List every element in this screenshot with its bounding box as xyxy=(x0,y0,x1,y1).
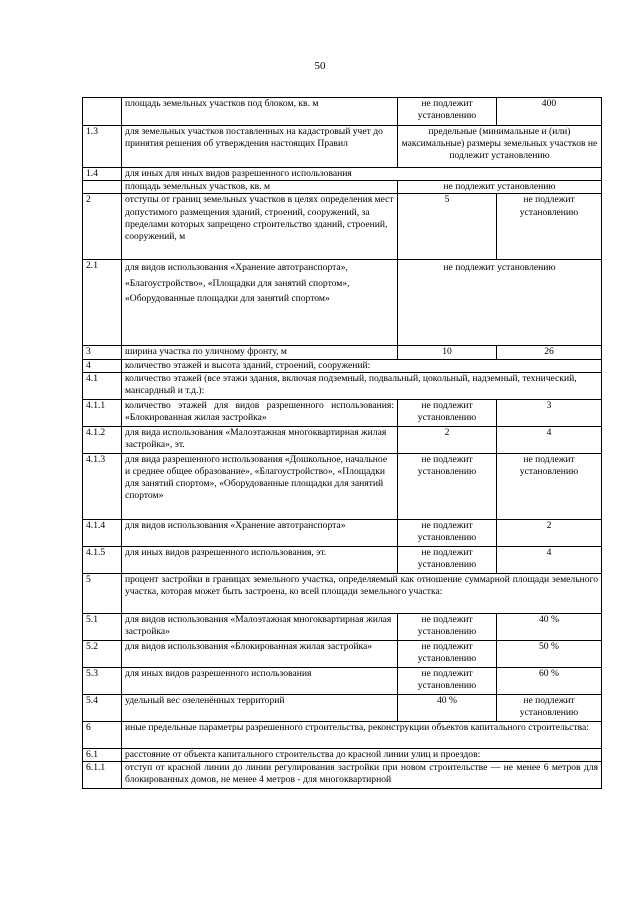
row-value-2: 4 xyxy=(497,546,602,573)
row-value-2: 60 % xyxy=(497,667,602,694)
row-value-merged: не подлежит установлению xyxy=(398,260,602,346)
table-row xyxy=(83,260,602,346)
row-value-2: 2 xyxy=(497,519,602,546)
row-parameter: количество этажей и высота зданий, строений, сооружений: xyxy=(122,359,602,372)
table-row xyxy=(83,194,602,260)
table-row xyxy=(83,426,602,453)
table-row xyxy=(83,168,602,181)
row-parameter: отступы от границ земельных участков в целях определения мест допустимого размещения зданий, строений, сооружений, за пределами которых запрещено строительство зданий, строений, сооружений, м xyxy=(122,194,398,260)
table-row xyxy=(83,453,602,519)
row-value-1: не подлежит установлению xyxy=(398,667,497,694)
table-row xyxy=(83,372,602,399)
row-parameter: процент застройки в границах земельного участка, определяемый как отношение суммарной площади земельного участка, которая может быть застроена, ко всей площади земельного участка: xyxy=(122,573,602,613)
row-parameter: отступ от красной линии до линии регулирования застройки при новом строительстве — не менее 6 метров для блокированных домов, не менее 4 метров - для многоквартирной xyxy=(122,762,602,789)
row-value-2: 3 xyxy=(497,399,602,426)
row-value-1: не подлежит установлению xyxy=(398,640,497,667)
row-parameter: для иных видов разрешенного использования xyxy=(122,667,398,694)
row-number: 4.1.2 xyxy=(83,426,122,453)
row-value-1: не подлежит установлению xyxy=(398,519,497,546)
row-number: 4.1.1 xyxy=(83,399,122,426)
row-value-1: не подлежит установлению xyxy=(398,546,497,573)
table-row xyxy=(83,721,602,748)
row-number: 2.1 xyxy=(83,260,122,346)
row-parameter: количество этажей (все этажи здания, включая подземный, подвальный, цокольный, надземный, технический, мансардный и т.д.): xyxy=(122,372,602,399)
row-number: 2 xyxy=(83,194,122,260)
row-value-1: не подлежит установлению xyxy=(398,98,497,126)
row-number: 6.1 xyxy=(83,748,122,761)
row-value-1: 5 xyxy=(398,194,497,260)
table-row xyxy=(83,346,602,359)
table-row xyxy=(83,640,602,667)
row-number: 4.1.3 xyxy=(83,453,122,519)
row-value-2: 50 % xyxy=(497,640,602,667)
row-value-2: не подлежит установлению xyxy=(497,453,602,519)
row-number: 5.2 xyxy=(83,640,122,667)
row-value-merged: не подлежит установлению xyxy=(398,181,602,194)
table-row xyxy=(83,359,602,372)
row-value-2: 4 xyxy=(497,426,602,453)
row-parameter: для видов использования «Хранение автотранспорта» xyxy=(122,519,398,546)
row-parameter: иные предельные параметры разрешенного строительства, реконструкции объектов капитального строительства: xyxy=(122,721,602,748)
row-number: 6 xyxy=(83,721,122,748)
row-number: 3 xyxy=(83,346,122,359)
row-value-2: 40 % xyxy=(497,613,602,640)
table-row xyxy=(83,613,602,640)
row-parameter: расстояние от объекта капитального строительства до красной линии улиц и проездов: xyxy=(122,748,602,761)
row-number: 1.4 xyxy=(83,168,122,181)
table-row xyxy=(83,762,602,789)
row-number: 4.1.4 xyxy=(83,519,122,546)
row-number: 4 xyxy=(83,359,122,372)
row-value-2: 26 xyxy=(497,346,602,359)
row-parameter: для вида разрешенного использования «Дошкольное, начальное и среднее общее образование», «Благоустройство», «Площадки для занятий спортом», «Оборудованные площадки для занятий спортом» xyxy=(122,453,398,519)
row-parameter: для вида использования «Малоэтажная многоквартирная жилая застройка», эт. xyxy=(122,426,398,453)
table-row xyxy=(83,519,602,546)
table-row xyxy=(83,748,602,761)
row-value-merged: предельные (минимальные и (или) максимальные) размеры земельных участков не подлежит установлению xyxy=(398,126,602,168)
table-row xyxy=(83,399,602,426)
table-row xyxy=(83,181,602,194)
row-value-1: не подлежит установлению xyxy=(398,613,497,640)
row-parameter: для видов использования «Малоэтажная многоквартирная жилая застройка» xyxy=(122,613,398,640)
row-value-1: не подлежит установлению xyxy=(398,453,497,519)
row-value-2: не подлежит установлению xyxy=(497,694,602,721)
row-value-1: 10 xyxy=(398,346,497,359)
row-number: 4.1.5 xyxy=(83,546,122,573)
page-number: 50 xyxy=(314,60,326,72)
table-row xyxy=(83,667,602,694)
row-number: 6.1.1 xyxy=(83,762,122,789)
row-parameter: удельный вес озеленённых территорий xyxy=(122,694,398,721)
row-parameter: для видов использования «Хранение автотранспорта», «Благоустройство», «Площадки для занятий спортом», «Оборудованные площадки для занятий спортом» xyxy=(122,260,398,346)
row-number xyxy=(83,98,122,126)
row-parameter: площадь земельных участков под блоком, кв. м xyxy=(122,98,398,126)
row-number: 5.3 xyxy=(83,667,122,694)
row-parameter: площадь земельных участков, кв. м xyxy=(122,181,398,194)
table-row xyxy=(83,694,602,721)
row-value-1: не подлежит установлению xyxy=(398,399,497,426)
row-value-1: 40 % xyxy=(398,694,497,721)
row-parameter: для земельных участков поставленных на кадастровый учет до принятия решения об утверждения настоящих Правил xyxy=(122,126,398,168)
row-parameter: для иных для иных видов разрешенного использования xyxy=(122,168,602,181)
row-value-1: 2 xyxy=(398,426,497,453)
row-number: 5 xyxy=(83,573,122,613)
row-value-2: 400 xyxy=(497,98,602,126)
regulations-table xyxy=(82,97,602,789)
row-parameter: ширина участка по уличному фронту, м xyxy=(122,346,398,359)
row-parameter: количество этажей для видов разрешенного использования: «Блокированная жилая застройка» xyxy=(122,399,398,426)
table-row xyxy=(83,126,602,168)
table-row xyxy=(83,573,602,613)
row-number: 1.3 xyxy=(83,126,122,168)
row-number: 5.1 xyxy=(83,613,122,640)
row-parameter: для видов использования «Блокированная жилая застройка» xyxy=(122,640,398,667)
row-number xyxy=(83,181,122,194)
row-number: 5.4 xyxy=(83,694,122,721)
row-value-2: не подлежит установлению xyxy=(497,194,602,260)
row-number: 4.1 xyxy=(83,372,122,399)
table-row xyxy=(83,98,602,126)
table-row xyxy=(83,546,602,573)
row-parameter: для иных видов разрешенного использования, эт. xyxy=(122,546,398,573)
